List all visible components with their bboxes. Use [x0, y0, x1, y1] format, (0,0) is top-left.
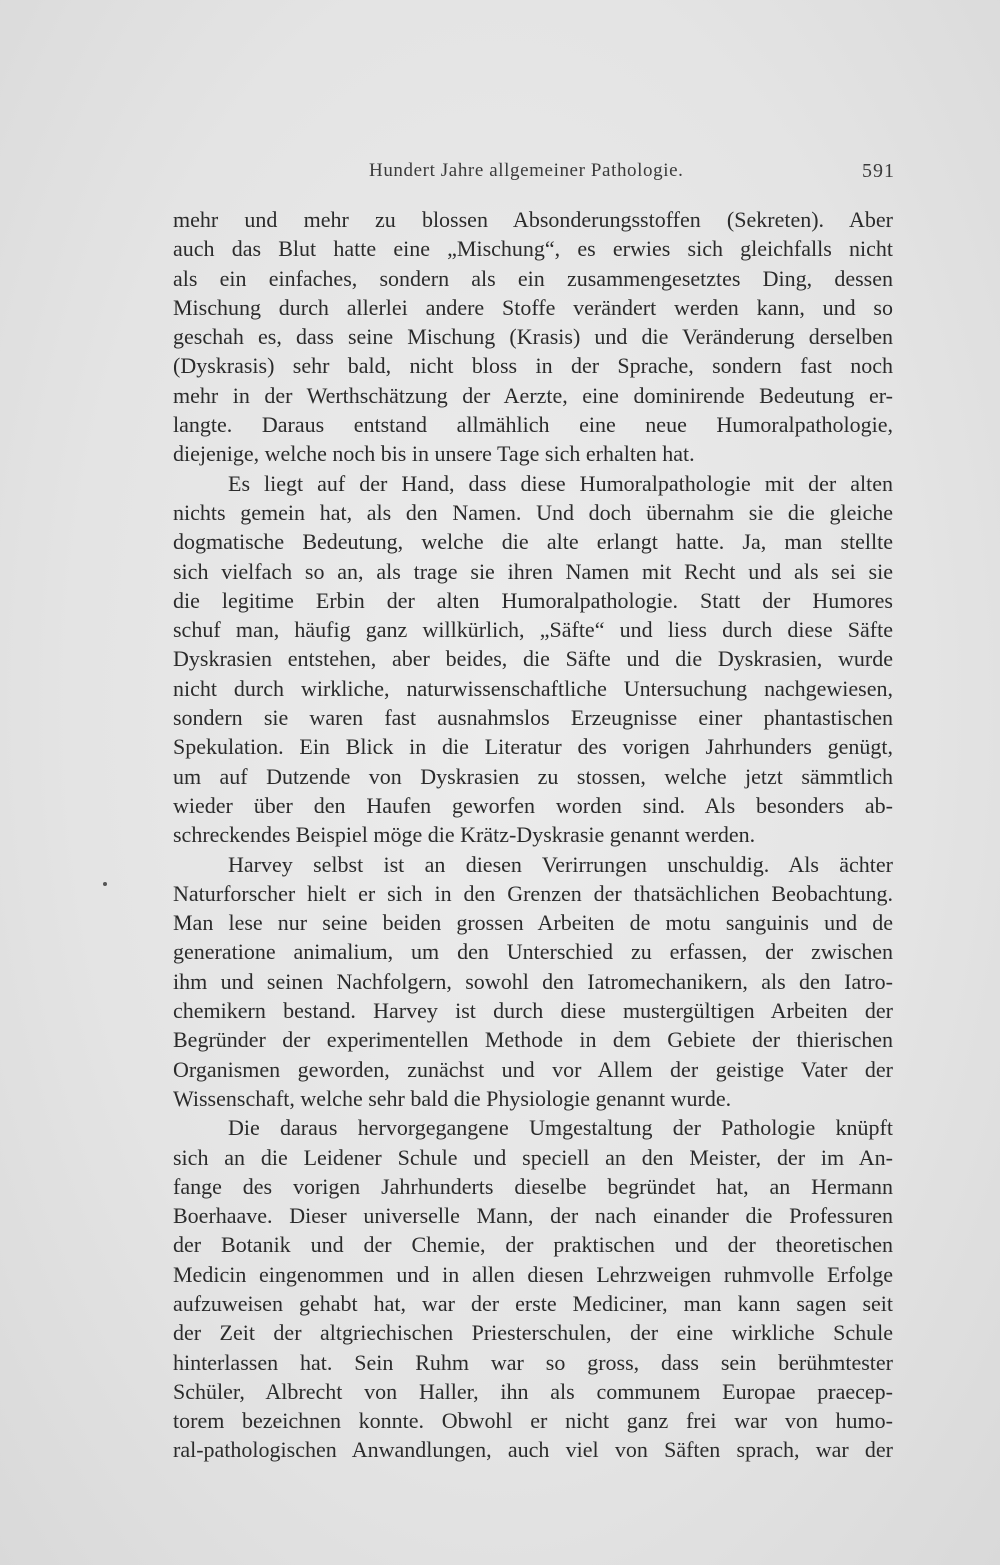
text-line: Begründer der experimentellen Methode in dem Gebiete der thierischen — [173, 1027, 893, 1053]
text-line: langte. Daraus entstand allmählich eine neue Humoralpathologie, — [173, 412, 893, 438]
text-line: Man lese nur seine beiden grossen Arbeiten de motu sanguinis und de — [173, 910, 893, 936]
text-line: als ein einfaches, sondern als ein zusammengesetztes Ding, dessen — [173, 265, 893, 291]
text-line: (Dyskrasis) sehr bald, nicht bloss in der Sprache, sondern fast noch — [173, 353, 893, 379]
text-line: schuf man, häufig ganz willkürlich, „Säfte“ und liess durch diese Säfte — [173, 617, 893, 643]
text-line: torem bezeichnen konnte. Obwohl er nicht ganz frei war von humo- — [173, 1408, 893, 1434]
page-number: 591 — [862, 160, 895, 182]
text-line: geschah es, dass seine Mischung (Krasis) und die Veränderung derselben — [173, 324, 893, 350]
text-line: der Zeit der altgriechischen Priesterschulen, der eine wirkliche Schule — [173, 1320, 893, 1346]
text-line: fange des vorigen Jahrhunderts dieselbe begründet hat, an Hermann — [173, 1173, 893, 1199]
text-line: Es liegt auf der Hand, dass diese Humoralpathologie mit der alten — [228, 470, 893, 496]
text-line: wieder über den Haufen geworfen worden sind. Als besonders ab- — [173, 792, 893, 818]
text-line: generatione animalium, um den Unterschied zu erfassen, der zwischen — [173, 939, 893, 965]
margin-mark — [103, 882, 107, 886]
text-line: Naturforscher hielt er sich in den Grenzen der thatsächlichen Beobachtung. — [173, 880, 893, 906]
text-line: der Botanik und der Chemie, der praktischen und der theoretischen — [173, 1232, 893, 1258]
text-line: mehr und mehr zu blossen Absonderungsstoffen (Sekreten). Aber — [173, 207, 893, 232]
text-line: nicht durch wirkliche, naturwissenschaftliche Untersuchung nachgewiesen, — [173, 675, 893, 701]
text-line: auch das Blut hatte eine „Mischung“, es erwies sich gleichfalls nicht — [173, 236, 893, 262]
text-line: Medicin eingenommen und in allen diesen Lehrzweigen ruhmvolle Erfolge — [173, 1261, 893, 1287]
text-line: mehr in der Werthschätzung der Aerzte, eine dominirende Bedeutung er- — [173, 382, 893, 408]
text-line: Boerhaave. Dieser universelle Mann, der nach einander die Professuren — [173, 1203, 893, 1229]
text-line: Mischung durch allerlei andere Stoffe verändert werden kann, und so — [173, 294, 893, 320]
text-line: dogmatische Bedeutung, welche die alte erlangt hatte. Ja, man stellte — [173, 529, 893, 555]
text-line: um auf Dutzende von Dyskrasien zu stossen, welche jetzt sämmtlich — [173, 763, 893, 789]
text-line: ihm und seinen Nachfolgern, sowohl den Iatromechanikern, als den Iatro- — [173, 968, 893, 994]
text-line: diejenige, welche noch bis in unsere Tage sich erhalten hat. — [173, 441, 695, 467]
text-line: Dyskrasien entstehen, aber beides, die Säfte und die Dyskrasien, wurde — [173, 646, 893, 672]
running-title: Hundert Jahre allgemeiner Pathologie. — [369, 160, 684, 181]
text-line: Schüler, Albrecht von Haller, ihn als communem Europae praecep- — [173, 1378, 893, 1404]
text-line: chemikern bestand. Harvey ist durch diese mustergültigen Arbeiten der — [173, 998, 893, 1024]
text-line: sondern sie waren fast ausnahmslos Erzeugnisse einer phantastischen — [173, 705, 893, 731]
text-line: hinterlassen hat. Sein Ruhm war so gross, dass sein berühmtester — [173, 1349, 893, 1375]
text-line: Spekulation. Ein Blick in die Literatur des vorigen Jahrhunders genügt, — [173, 734, 893, 760]
text-line: schreckendes Beispiel möge die Krätz-Dyskrasie genannt werden. — [173, 822, 756, 848]
text-line: sich vielfach so an, als trage sie ihren Namen mit Recht und als sei sie — [173, 558, 893, 584]
text-line: Wissenschaft, welche sehr bald die Physiologie genannt wurde. — [173, 1085, 732, 1111]
text-line: nichts gemein hat, als den Namen. Und doch übernahm sie die gleiche — [173, 499, 893, 525]
text-line: die legitime Erbin der alten Humoralpathologie. Statt der Humores — [173, 587, 893, 613]
text-line: Die daraus hervorgegangene Umgestaltung der Pathologie knüpft — [228, 1115, 893, 1141]
text-line: ral-pathologischen Anwandlungen, auch viel von Säften sprach, war der — [173, 1437, 893, 1463]
text-line: sich an die Leidener Schule und speciell an den Meister, der im An- — [173, 1144, 893, 1170]
text-line: Organismen geworden, zunächst und vor Allem der geistige Vater der — [173, 1056, 893, 1082]
page-header — [173, 158, 893, 190]
text-line: aufzuweisen gehabt hat, war der erste Mediciner, man kann sagen seit — [173, 1290, 893, 1316]
text-line: Harvey selbst ist an diesen Verirrungen unschuldig. Als ächter — [228, 851, 893, 877]
body-text — [173, 205, 893, 1465]
